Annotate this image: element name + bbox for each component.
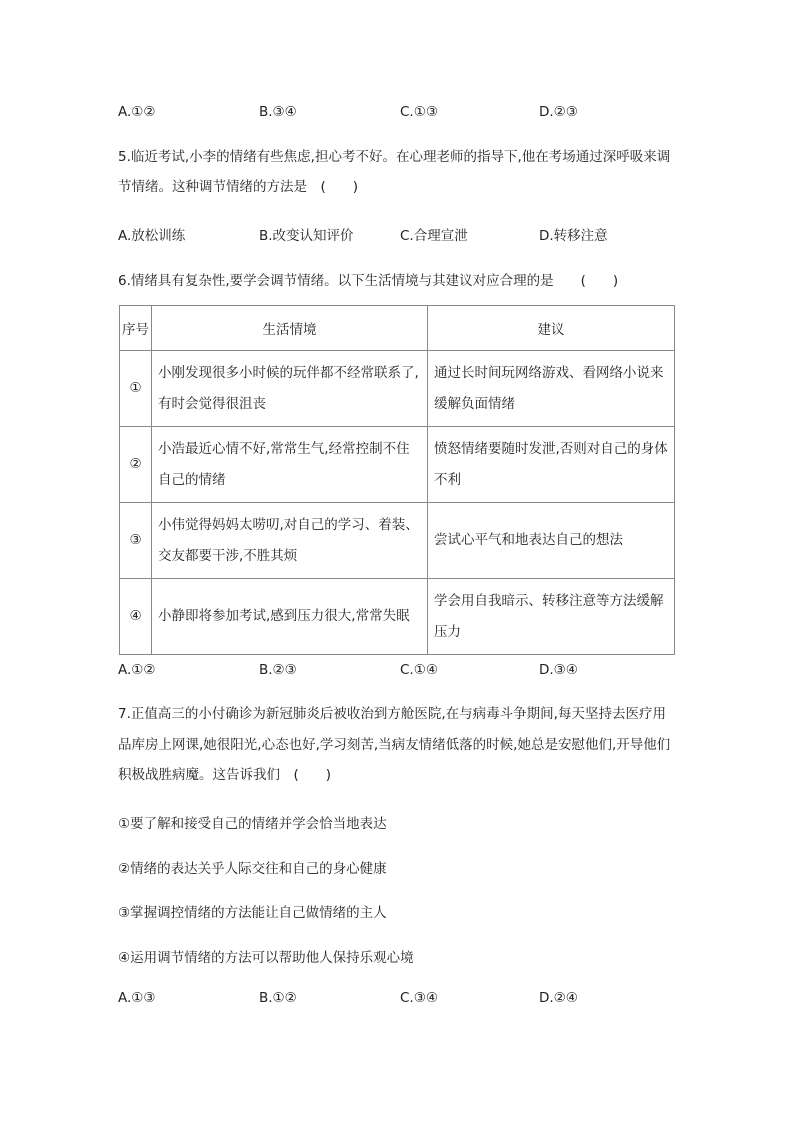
q6-option-a: A.①② — [118, 662, 156, 678]
row-situation: 小静即将参加考试,感到压力很大,常常失眠 — [152, 579, 428, 655]
q5-option-c: C.合理宣泄 — [400, 228, 468, 244]
q6-table — [119, 305, 675, 655]
q5-option-d: D.转移注意 — [539, 228, 608, 244]
q7-option-a: A.①③ — [118, 990, 156, 1006]
q4-option-c: C.①③ — [400, 104, 438, 120]
row-situation: 小伟觉得妈妈太唠叨,对自己的学习、着装、交友都要干涉,不胜其烦 — [152, 503, 428, 579]
q6-option-d: D.③④ — [539, 662, 578, 678]
q4-options — [118, 104, 678, 124]
q6-option-b: B.②③ — [259, 662, 297, 678]
table-header-row — [120, 306, 675, 351]
q6-stem: 6.情绪具有复杂性,要学会调节情绪。以下生活情境与其建议对应合理的是 ( ) — [118, 273, 619, 289]
q7-option-b: B.①② — [259, 990, 297, 1006]
row-number: ① — [120, 351, 152, 427]
row-advice: 学会用自我暗示、转移注意等方法缓解压力 — [428, 579, 675, 655]
q7-options — [118, 990, 678, 1010]
row-number: ③ — [120, 503, 152, 579]
q5-option-b: B.改变认知评价 — [259, 228, 354, 244]
q7-statement-1: ①要了解和接受自己的情绪并学会恰当地表达 — [118, 816, 387, 832]
header-index: 序号 — [120, 306, 152, 351]
q7-option-c: C.③④ — [400, 990, 438, 1006]
q5-options — [118, 224, 678, 244]
table-row — [120, 579, 675, 655]
q7-stem: 7.正值高三的小付确诊为新冠肺炎后被收治到方舱医院,在与病毒斗争期间,每天坚持去医疗用品库房上网课,她很阳光,心态也好,学习刻苦,当病友情绪低落的时候,她总是安慰他们,开导他们积极战胜病魔。这告诉我们 ( ) — [118, 706, 671, 783]
table-row — [120, 351, 675, 427]
header-advice: 建议 — [428, 306, 675, 351]
q7-statement-4: ④运用调节情绪的方法可以帮助他人保持乐观心境 — [118, 950, 414, 966]
q7-statement-2: ②情绪的表达关乎人际交往和自己的身心健康 — [118, 861, 387, 877]
row-advice: 尝试心平气和地表达自己的想法 — [428, 503, 675, 579]
row-advice: 愤怒情绪要随时发泄,否则对自己的身体不利 — [428, 427, 675, 503]
q7-statement-3: ③掌握调控情绪的方法能让自己做情绪的主人 — [118, 905, 387, 921]
q7-option-d: D.②④ — [539, 990, 578, 1006]
q4-option-a: A.①② — [118, 104, 156, 120]
table-row — [120, 503, 675, 579]
row-number: ② — [120, 427, 152, 503]
q6-option-c: C.①④ — [400, 662, 438, 678]
table-row — [120, 427, 675, 503]
q4-option-b: B.③④ — [259, 104, 297, 120]
q5-stem: 5.临近考试,小李的情绪有些焦虑,担心考不好。在心理老师的指导下,他在考场通过深呼吸来调节情绪。这种调节情绪的方法是 ( ) — [118, 149, 671, 195]
row-situation: 小刚发现很多小时候的玩伴都不经常联系了,有时会觉得很沮丧 — [152, 351, 428, 427]
row-advice: 通过长时间玩网络游戏、看网络小说来缓解负面情绪 — [428, 351, 675, 427]
q4-option-d: D.②③ — [539, 104, 578, 120]
q5-option-a: A.放松训练 — [118, 228, 186, 244]
row-situation: 小浩最近心情不好,常常生气,经常控制不住自己的情绪 — [152, 427, 428, 503]
q6-options — [118, 662, 678, 682]
header-situation: 生活情境 — [152, 306, 428, 351]
row-number: ④ — [120, 579, 152, 655]
